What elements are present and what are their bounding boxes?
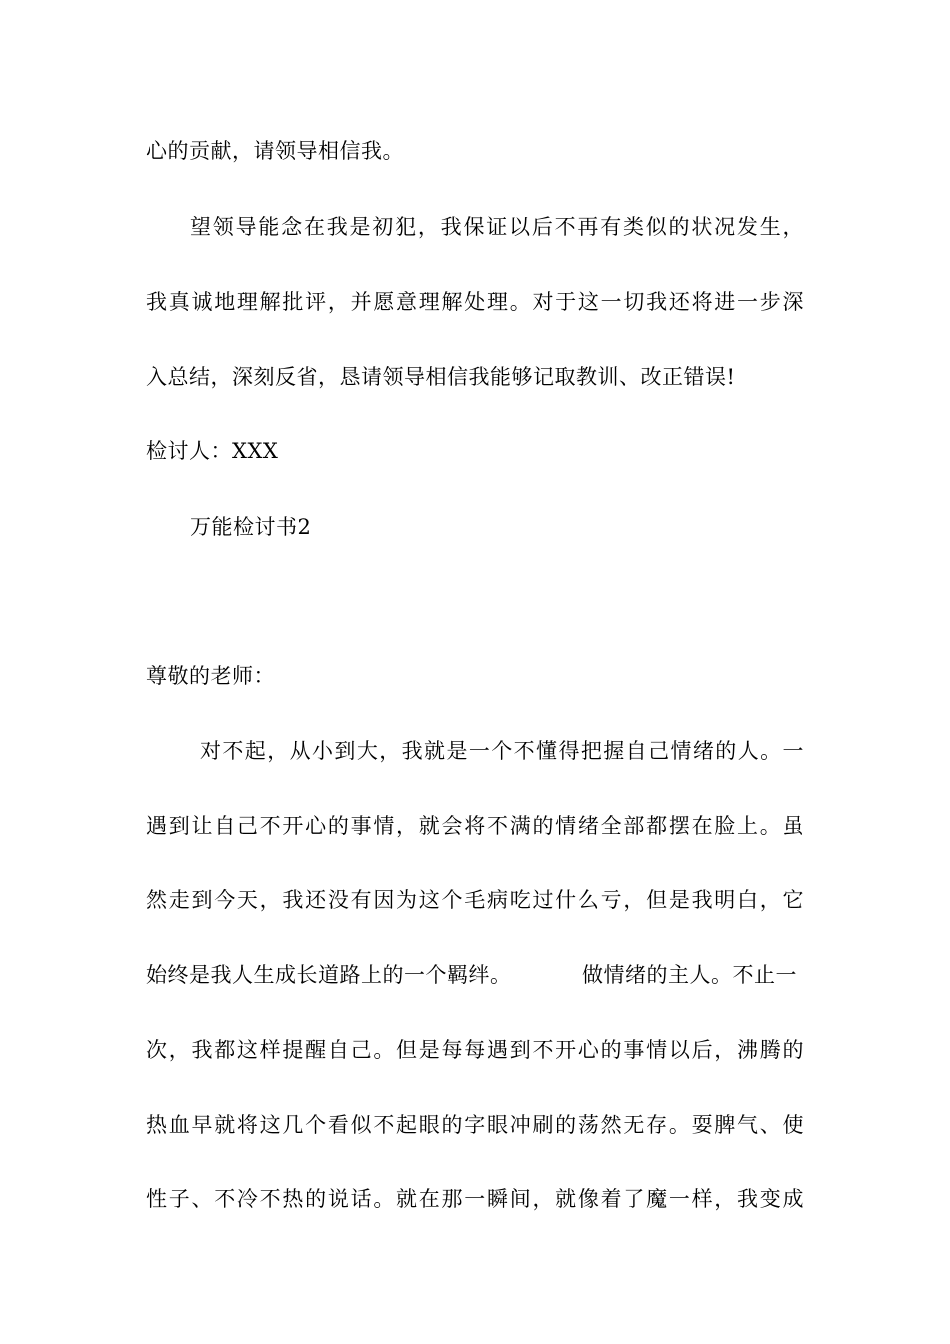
paragraph-line: 望领导能念在我是初犯，我保证以后不再有类似的状况发生， [190, 215, 804, 239]
paragraph-line: 次，我都这样提醒自己。但是每每遇到不开心的事情以后，沸腾的 [146, 1038, 804, 1062]
paragraph-line: 热血早就将这几个看似不起眼的字眼冲刷的荡然无存。耍脾气、使 [146, 1113, 804, 1137]
section-title: 万能检讨书2 [190, 515, 312, 539]
paragraph-line: 我真诚地理解批评，并愿意理解处理。对于这一切我还将进一步深 [146, 290, 804, 314]
signature-line: 检讨人：XXX [146, 439, 279, 463]
paragraph-line [582, 961, 797, 989]
paragraph-line: 然走到今天，我还没有因为这个毛病吃过什么亏，但是我明白，它 [146, 888, 804, 912]
salutation: 尊敬的老师： [146, 664, 275, 688]
paragraph-line: 性子、不冷不热的说话。就在那一瞬间，就像着了魔一样，我变成 [146, 1187, 804, 1211]
paragraph-segment: 做情绪的主人。不止一 [582, 963, 797, 987]
paragraph-line [146, 961, 512, 989]
paragraph-line: 入总结，深刻反省，恳请领导相信我能够记取教训、改正错误! [146, 365, 736, 389]
paragraph-line: 对不起，从小到大，我就是一个不懂得把握自己情绪的人。一 [200, 739, 804, 763]
paragraph-segment: 始终是我人生成长道路上的一个羁绊。 [146, 963, 512, 987]
paragraph-line: 遇到让自己不开心的事情，就会将不满的情绪全部都摆在脸上。虽 [146, 814, 804, 838]
paragraph-line: 心的贡献，请领导相信我。 [146, 139, 404, 163]
